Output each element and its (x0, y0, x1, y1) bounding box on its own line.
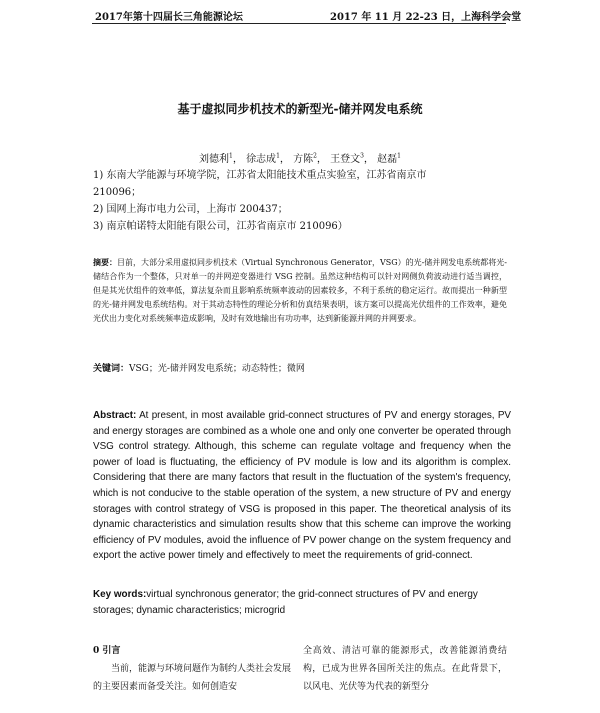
author: 王登文 (330, 154, 361, 165)
intro-paragraph-left: 当前，能源与环境问题作为制约人类社会发展的主要因素而备受关注。如何创造安 (93, 664, 292, 692)
english-abstract (93, 408, 511, 564)
english-keywords (93, 587, 511, 618)
author: 赵磊 (377, 154, 398, 165)
author-affil-mark: 1 (397, 152, 401, 160)
chinese-keywords (93, 361, 507, 374)
header-rule (92, 23, 506, 24)
author-affil-mark: 2 (313, 152, 317, 160)
chinese-abstract-text: 目前，大部分采用虚拟同步机技术（Virtual Synchronous Generator，VSG）的光-储并网发电系统都将光-储结合作为一个整体，只对单一的并网逆变器进行 VSG 控制。虽然这种结构可以针对网侧负荷波动进行适当调控，但是其光伏组件的效率低，算法复杂而且影响系统频率波动的因素较多，不利于系统的稳定运行。故而提出一种新型的光-储并网发电系统结构。对于其动态特性的理论分析和仿真结果表明，该方案可以提高光伏组件的工作效率，避免光伏出力变化对系统频率造成影响，及时有效地输出有功功率，达到新能源并网的并网要求。 (93, 258, 508, 323)
english-abstract-text: At present, in most available grid-connect structures of PV and energy storages, PV and energy storages are combined as a whole one and only one converter be operated through VSG control strategy. Although, this scheme can regulate voltage and frequency when the power of load is fluctuating, the efficiency of PV module is low and its algorithm is complex. Considering that there are many factors that result in the fluctuation of the system's frequency, which is not conducive to the stable operation of the system, a new structure of PV and energy storages with control strategy of VSG is proposed in this paper. The theoretical analysis of its dynamic characteristics and simulation results show that this scheme can improve the working efficiency of PV modules, avoid the influence of PV power change on the system frequency and export the active power timely and effectively to meet the requirements of grid-connect. (93, 410, 511, 562)
chinese-abstract-label: 摘要： (93, 257, 118, 267)
header-date-venue: 2017 年 11 月 22-23 日，上海科学会堂 (330, 12, 522, 23)
author-affil-mark: 1 (229, 152, 233, 160)
chinese-keywords-label: 关键词： (93, 364, 130, 374)
paper-title: 基于虚拟同步机技术的新型光-储并网发电系统 (177, 102, 423, 116)
affiliation: 3) 南京帕诺特太阳能有限公司，江苏省南京市 210096） (93, 221, 348, 232)
author: 方陈 (293, 154, 314, 165)
english-abstract-label: Abstract: (93, 410, 137, 421)
author: 刘德利 (199, 154, 230, 165)
section-heading: 0 引言 (93, 646, 121, 656)
body-column-left (93, 642, 293, 696)
intro-paragraph-right: 全高效、清洁可靠的能源形式，改善能源消费结构，已成为世界各国所关注的焦点。在此背景下，以风电、光伏等为代表的新型分 (303, 646, 507, 692)
body-column-right (303, 642, 507, 696)
chinese-keywords-text: VSG；光-储并网发电系统；动态特性；微网 (129, 364, 305, 374)
affiliation: 210096； (93, 187, 142, 198)
english-keywords-label: Key words: (93, 589, 147, 600)
affiliation: 1) 东南大学能源与环境学院，江苏省太阳能技术重点实验室，江苏省南京市 (93, 170, 427, 181)
chinese-abstract (93, 255, 507, 326)
header-conference: 2017年第十四届长三角能源论坛 (95, 12, 243, 23)
english-keywords-text: virtual synchronous generator; the grid-connect structures of PV and energy storages; dynamic characteristics; microgrid (93, 589, 478, 616)
running-header (0, 6, 600, 26)
author-affil-mark: 3 (360, 152, 364, 160)
author-affil-mark: 1 (276, 152, 280, 160)
affiliation-list (93, 167, 513, 235)
author-list: 刘德利$^1$， 徐志成$^1$， 方陈$^2$， 王登文$^3$， 赵磊$^1$ (199, 152, 401, 165)
author: 徐志成 (246, 154, 277, 165)
affiliation: 2) 国网上海市电力公司，上海市 200437； (93, 204, 288, 215)
